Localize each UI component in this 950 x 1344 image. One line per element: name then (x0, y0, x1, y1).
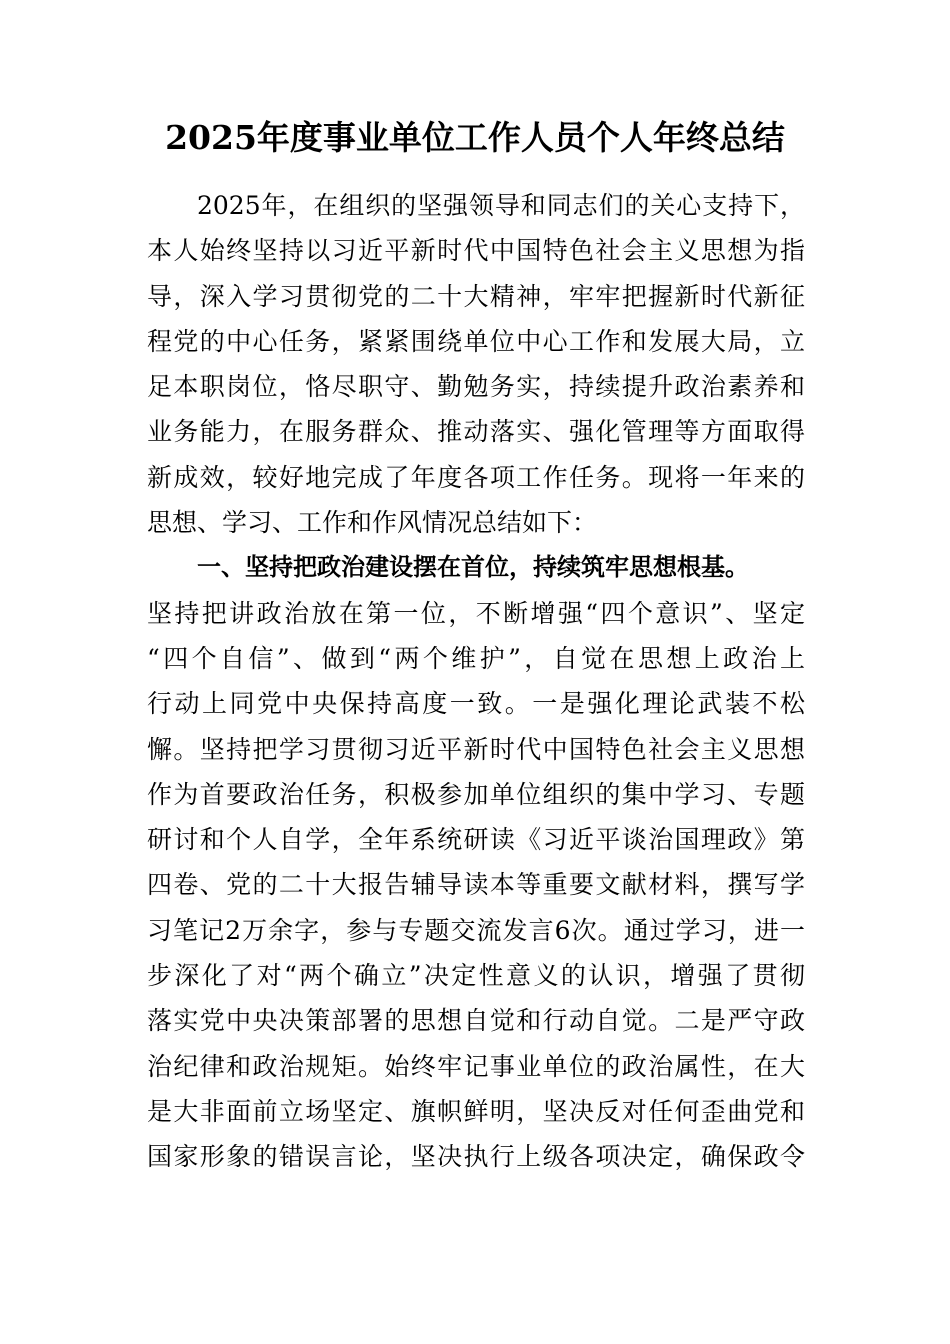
intro-line: 本人始终坚持以习近平新时代中国特色社会主义思想为指 (147, 236, 805, 266)
intro-line: 业务能力，在服务群众、推动落实、强化管理等方面取得 (147, 417, 805, 447)
intro-line: 思想、学习、工作和作风情况总结如下： (147, 508, 598, 538)
section-1-line: 作为首要政治任务，积极参加单位组织的集中学习、专题 (147, 779, 805, 809)
intro-line: 程党的中心任务，紧紧围绕单位中心工作和发展大局，立 (147, 326, 805, 356)
section-1-heading: 一、坚持把政治建设摆在首位，持续筑牢思想根基。 (197, 553, 749, 582)
section-1-line: 国家形象的错误言论，坚决执行上级各项决定，确保政令 (147, 1142, 805, 1172)
intro-line: 导，深入学习贯彻党的二十大精神，牢牢把握新时代新征 (147, 281, 805, 311)
section-1-line: 研讨和个人自学，全年系统研读《习近平谈治国理政》第 (147, 825, 805, 855)
section-1-line: 是大非面前立场坚定、旗帜鲜明，坚决反对任何歪曲党和 (147, 1096, 805, 1126)
document-body (147, 183, 805, 1180)
section-1-line: 落实党中央决策部署的思想自觉和行动自觉。二是严守政 (147, 1006, 805, 1036)
section-1-line: 习笔记2万余字，参与专题交流发言6次。通过学习，进一 (147, 915, 805, 945)
section-1-line: 四卷、党的二十大报告辅导读本等重要文献材料，撰写学 (147, 870, 805, 900)
intro-paragraph (147, 183, 805, 545)
section-1-line: 治纪律和政治规矩。始终牢记事业单位的政治属性，在大 (147, 1051, 805, 1081)
document-title: 2025年度事业单位工作人员个人年终总结 (165, 118, 785, 157)
section-1-line: 坚持把讲政治放在第一位，不断增强“四个意识”、坚定 (147, 598, 805, 628)
section-1-line: 行动上同党中央保持高度一致。一是强化理论武装不松 (147, 689, 805, 719)
intro-line: 足本职岗位，恪尽职守、勤勉务实，持续提升政治素养和 (147, 372, 805, 402)
section-1-line: 步深化了对“两个确立”决定性意义的认识，增强了贯彻 (147, 961, 805, 991)
intro-line: 2025年，在组织的坚强领导和同志们的关心支持下， (197, 191, 805, 220)
section-1-line: 懈。坚持把学习贯彻习近平新时代中国特色社会主义思想 (147, 734, 805, 764)
section-1-line: “四个自信”、做到“两个维护”，自觉在思想上政治上 (147, 643, 805, 673)
intro-line: 新成效，较好地完成了年度各项工作任务。现将一年来的 (147, 462, 805, 492)
section-1 (147, 545, 805, 1179)
